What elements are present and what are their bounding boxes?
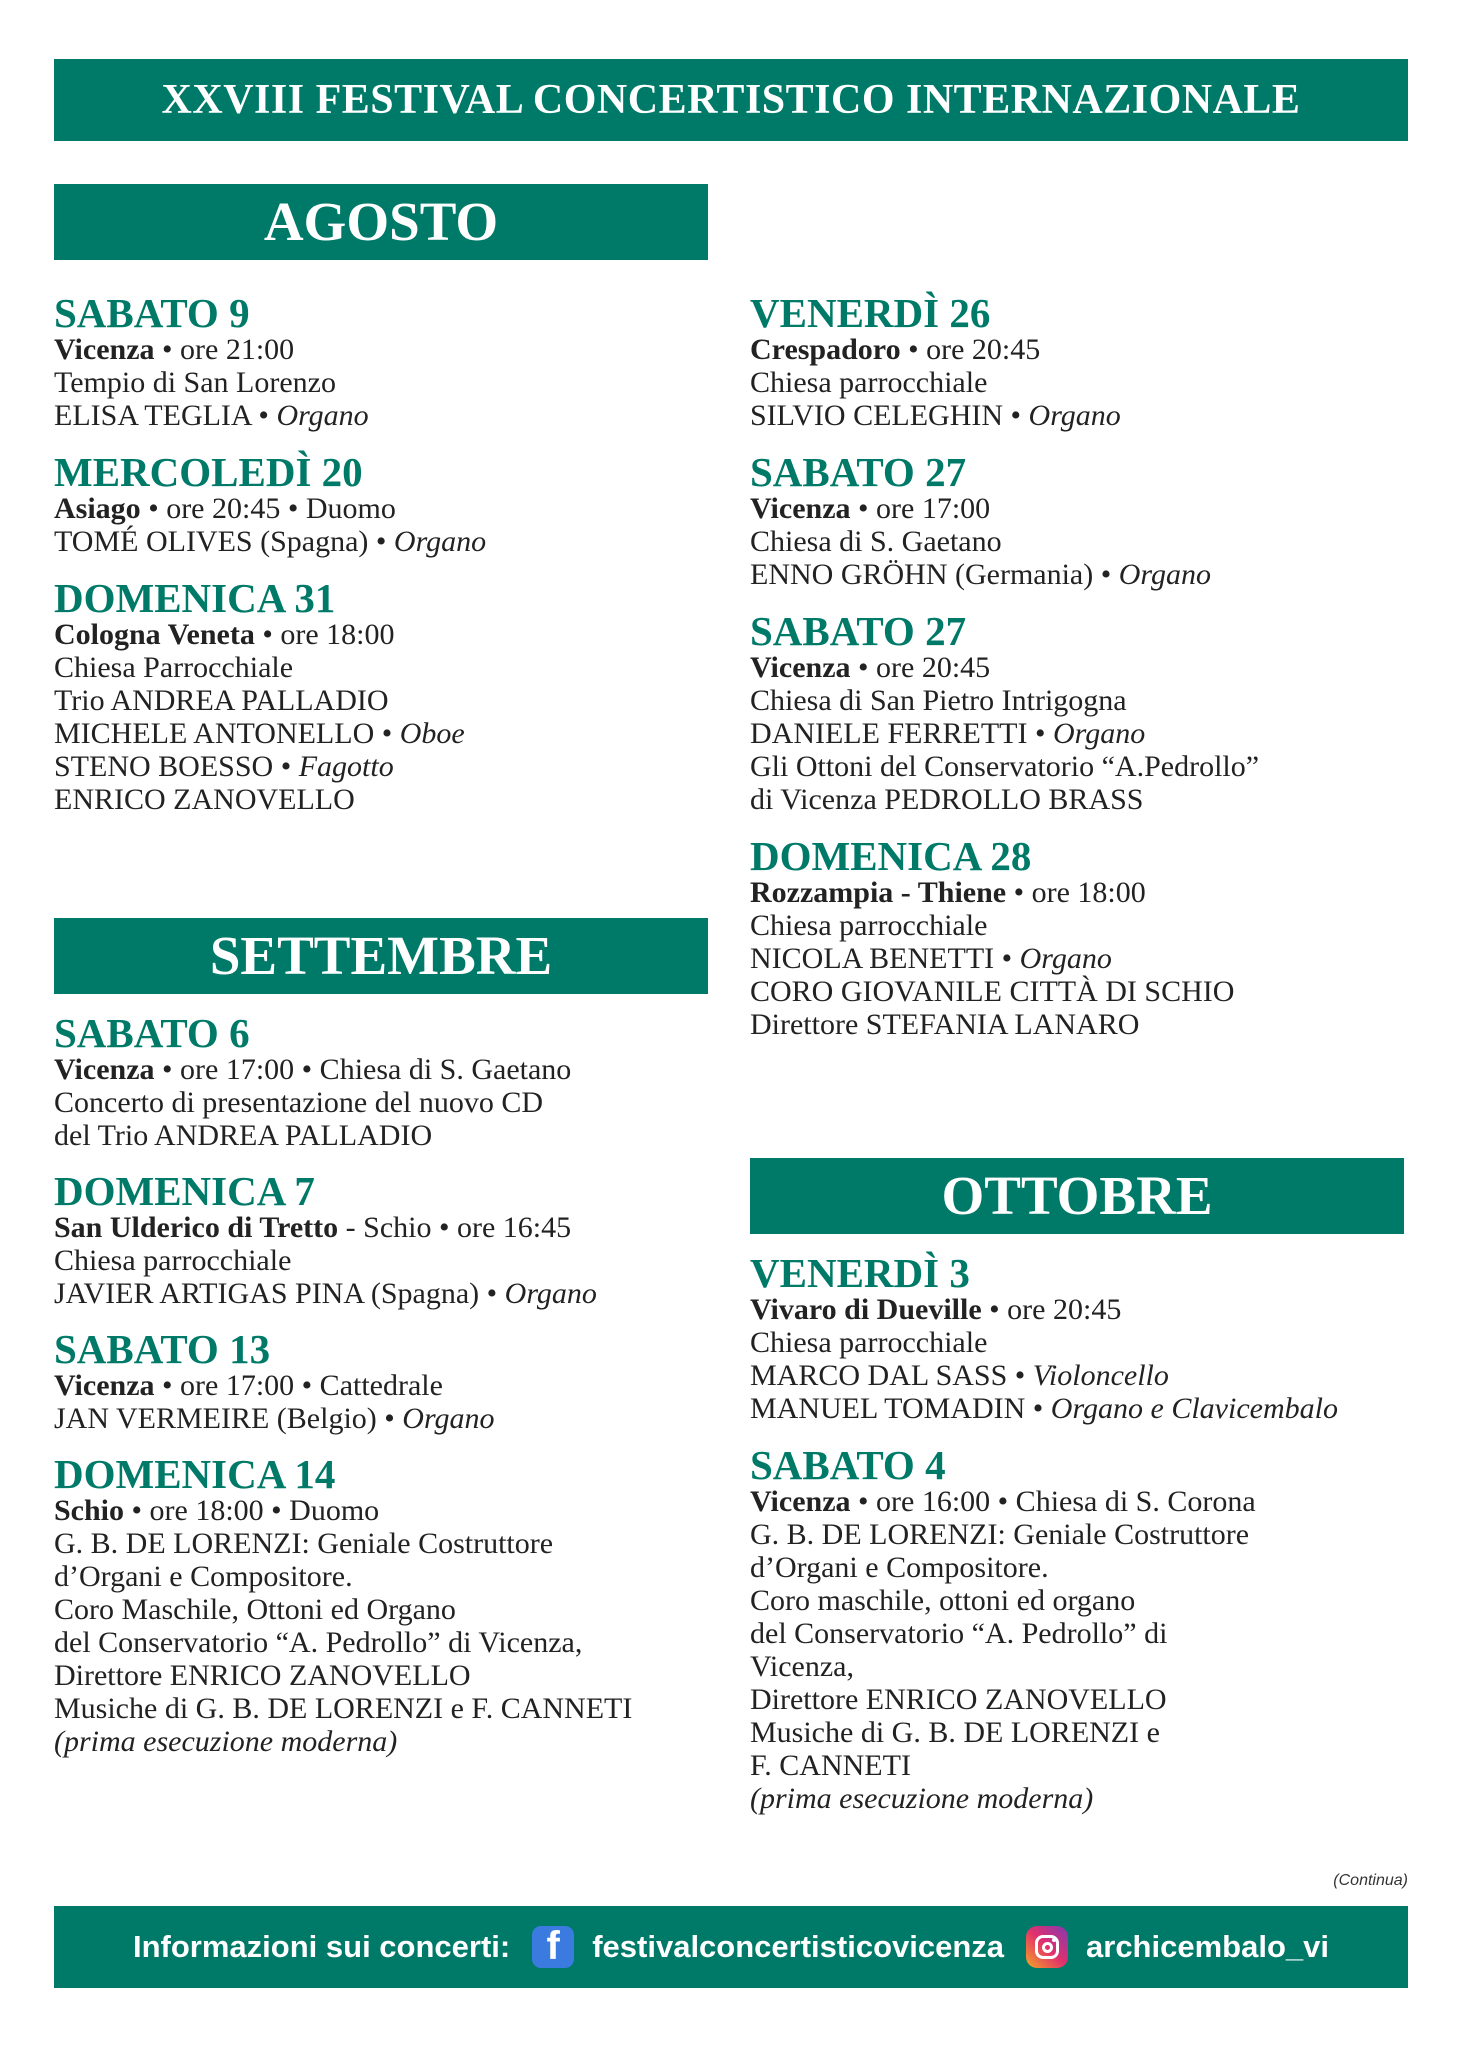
event-time: • ore 20:45 <box>981 1293 1122 1326</box>
event-detail-line: d’Organi e Compositore. <box>54 1560 353 1593</box>
event-detail-line: Concerto di presentazione del nuovo CD <box>54 1086 544 1119</box>
event-detail-line: Direttore ENRICO ZANOVELLO <box>750 1683 1167 1716</box>
event-location-time <box>54 618 714 651</box>
event-location-time <box>750 1485 1410 1518</box>
instrument-label: Organo <box>504 1277 597 1310</box>
event-place: Cologna Veneta <box>54 618 255 651</box>
performer-name: TOMÉ OLIVES (Spagna) • <box>54 525 394 558</box>
event-detail-line: d’Organi e Compositore. <box>750 1551 1049 1584</box>
event-location-time <box>54 1494 714 1527</box>
event-day: SABATO 13 <box>54 1326 271 1372</box>
event-entry <box>750 1250 1410 1425</box>
instrument-label: Organo <box>1019 942 1112 975</box>
agosto-left-events <box>54 290 714 816</box>
event-time: • ore 17:00 • Chiesa di S. Gaetano <box>154 1053 572 1086</box>
event-place: Vicenza <box>54 1053 155 1086</box>
event-place: Vicenza <box>54 333 155 366</box>
event-detail-line: G. B. DE LORENZI: Geniale Costruttore <box>750 1518 1250 1551</box>
event-entry <box>54 1451 714 1758</box>
facebook-handle-link[interactable]: festivalconcertisticovicenza <box>592 1929 1005 1964</box>
performer-name: SILVIO CELEGHIN • <box>750 399 1029 432</box>
performer-name: DANIELE FERRETTI • <box>750 717 1053 750</box>
performer-name: JAVIER ARTIGAS PINA (Spagna) • <box>54 1277 505 1310</box>
instrument-label: Violoncello <box>1032 1359 1169 1392</box>
event-location-time <box>54 1053 714 1086</box>
instrument-label: Organo <box>1052 717 1146 750</box>
event-detail-line <box>750 942 1410 975</box>
instagram-icon[interactable] <box>1026 1926 1068 1968</box>
instagram-handle-link[interactable]: archicembalo_vi <box>1086 1929 1329 1964</box>
event-place: Vicenza <box>750 1485 851 1518</box>
event-time: • ore 17:00 <box>850 492 991 525</box>
instrument-label: Organo <box>1028 399 1121 432</box>
month-header-agosto: AGOSTO <box>54 184 708 260</box>
event-detail-line: Gli Ottoni del Conservatorio “A.Pedrollo” <box>750 750 1260 783</box>
event-detail-line <box>750 717 1410 750</box>
event-entry <box>54 449 714 558</box>
instrument-label: Organo <box>1118 558 1211 591</box>
event-detail-line <box>750 558 1410 591</box>
instrument-label: Organo <box>276 399 369 432</box>
event-entry <box>54 1168 714 1310</box>
performer-name: MARCO DAL SASS • <box>750 1359 1033 1392</box>
event-day: VENERDÌ 3 <box>750 1250 970 1296</box>
performer-name: NICOLA BENETTI • <box>750 942 1020 975</box>
event-time: - Schio • ore 16:45 <box>338 1211 572 1244</box>
event-detail-line: Tempio di San Lorenzo <box>54 366 336 399</box>
event-detail-line: Musiche di G. B. DE LORENZI e <box>750 1716 1160 1749</box>
event-location-time <box>54 492 714 525</box>
month-header-ottobre: OTTOBRE <box>750 1158 1404 1234</box>
event-detail-line <box>54 1402 714 1435</box>
event-detail-line: Chiesa Parrocchiale <box>54 651 294 684</box>
event-place: Vicenza <box>750 492 851 525</box>
event-day: SABATO 6 <box>54 1010 250 1056</box>
event-detail-line: Coro maschile, ottoni ed organo <box>750 1584 1136 1617</box>
event-time: • ore 18:00 <box>254 618 395 651</box>
event-location-time <box>750 1293 1410 1326</box>
event-detail-line: Chiesa parrocchiale <box>750 909 988 942</box>
event-time: • ore 20:45 <box>850 651 991 684</box>
event-detail-line: Chiesa parrocchiale <box>750 366 988 399</box>
event-time: • ore 17:00 • Cattedrale <box>154 1369 443 1402</box>
performer-name: MANUEL TOMADIN • <box>750 1392 1051 1425</box>
event-time: • ore 18:00 • Duomo <box>124 1494 380 1527</box>
event-entry <box>750 833 1410 1041</box>
event-detail-line: Vicenza, <box>750 1650 854 1683</box>
event-location-time <box>54 1369 714 1402</box>
event-detail-line: Chiesa parrocchiale <box>54 1244 292 1277</box>
event-detail-line <box>750 399 1410 432</box>
event-location-time <box>54 333 714 366</box>
event-detail-line <box>750 1392 1410 1425</box>
event-detail-line: del Conservatorio “A. Pedrollo” di <box>750 1617 1168 1650</box>
event-detail-line: Musiche di G. B. DE LORENZI e F. CANNETI <box>54 1692 633 1725</box>
event-place: Rozzampia - Thiene <box>750 876 1007 909</box>
event-day: DOMENICA 31 <box>54 575 336 621</box>
event-place: Vivaro di Dueville <box>750 1293 982 1326</box>
event-detail-line: del Trio ANDREA PALLADIO <box>54 1119 433 1152</box>
event-time: • ore 18:00 <box>1006 876 1146 909</box>
event-detail-line <box>54 399 714 432</box>
event-location-time <box>750 333 1410 366</box>
event-time: • ore 20:45 • Duomo <box>140 492 396 525</box>
event-day: VENERDÌ 26 <box>750 290 991 336</box>
event-detail-line: CORO GIOVANILE CITTÀ DI SCHIO <box>750 975 1235 1008</box>
festival-title-banner: XXVIII FESTIVAL CONCERTISTICO INTERNAZIONALE <box>54 59 1408 141</box>
event-detail-line: Chiesa parrocchiale <box>750 1326 988 1359</box>
month-header-settembre: SETTEMBRE <box>54 918 708 994</box>
event-detail-line <box>54 1277 714 1310</box>
event-detail-line: di Vicenza PEDROLLO BRASS <box>750 783 1144 816</box>
event-detail-line <box>54 717 714 750</box>
event-location-time <box>750 492 1410 525</box>
performer-name: MICHELE ANTONELLO • <box>54 717 400 750</box>
event-detail-line: Trio ANDREA PALLADIO <box>54 684 389 717</box>
agosto-right-events <box>750 290 1410 1041</box>
event-entry <box>54 575 714 816</box>
event-detail-line: F. CANNETI <box>750 1749 911 1782</box>
event-day: MERCOLEDÌ 20 <box>54 449 363 495</box>
event-day: SABATO 4 <box>750 1442 946 1488</box>
event-day: SABATO 27 <box>750 608 967 654</box>
event-detail-line <box>750 1782 1410 1815</box>
performer-name: ENNO GRÖHN (Germania) • <box>750 558 1119 591</box>
event-time: • ore 21:00 <box>154 333 295 366</box>
instrument-label: Organo e Clavicembalo <box>1050 1392 1338 1425</box>
event-entry <box>750 608 1410 816</box>
facebook-icon[interactable]: f <box>532 1926 574 1968</box>
event-day: SABATO 9 <box>54 290 250 336</box>
event-location-time <box>54 1211 714 1244</box>
footer-label: Informazioni sui concerti: <box>133 1929 511 1964</box>
footer-info-bar <box>54 1906 1408 1988</box>
event-detail-line: Chiesa di San Pietro Intrigogna <box>750 684 1127 717</box>
event-place: Schio <box>54 1494 125 1527</box>
event-entry <box>750 290 1410 432</box>
performer-name: ELISA TEGLIA • <box>54 399 277 432</box>
event-entry <box>54 1326 714 1435</box>
event-place: San Ulderico di Tretto <box>54 1211 339 1244</box>
instrument-label: Organo <box>393 525 487 558</box>
event-entry <box>750 449 1410 591</box>
instrument-label: Fagotto <box>298 750 394 783</box>
event-day: SABATO 27 <box>750 449 967 495</box>
event-day: DOMENICA 14 <box>54 1451 336 1497</box>
event-entry <box>750 1442 1410 1815</box>
event-detail-line <box>54 525 714 558</box>
event-time: • ore 16:00 • Chiesa di S. Corona <box>850 1485 1256 1518</box>
event-location-time <box>750 876 1410 909</box>
instrument-label: (prima esecuzione moderna) <box>750 1782 1094 1815</box>
performer-name: JAN VERMEIRE (Belgio) • <box>54 1402 403 1435</box>
event-location-time <box>750 651 1410 684</box>
event-place: Vicenza <box>750 651 851 684</box>
event-day: DOMENICA 7 <box>54 1168 315 1214</box>
event-detail-line: Direttore ENRICO ZANOVELLO <box>54 1659 471 1692</box>
event-detail-line: Direttore STEFANIA LANARO <box>750 1008 1140 1041</box>
event-entry <box>54 1010 714 1152</box>
instrument-label: (prima esecuzione moderna) <box>54 1725 398 1758</box>
ottobre-events <box>750 1250 1410 1815</box>
instrument-label: Oboe <box>399 717 465 750</box>
event-detail-line: ENRICO ZANOVELLO <box>54 783 355 816</box>
continua-note: (Continua) <box>1333 1872 1408 1889</box>
event-entry <box>54 290 714 432</box>
event-place: Vicenza <box>54 1369 155 1402</box>
event-detail-line: Chiesa di S. Gaetano <box>750 525 1002 558</box>
settembre-events <box>54 1010 714 1758</box>
event-place: Crespadoro <box>750 333 901 366</box>
event-place: Asiago <box>54 492 141 525</box>
event-detail-line: Coro Maschile, Ottoni ed Organo <box>54 1593 456 1626</box>
event-detail-line <box>750 1359 1410 1392</box>
instrument-label: Organo <box>402 1402 495 1435</box>
event-day: DOMENICA 28 <box>750 833 1032 879</box>
event-detail-line: del Conservatorio “A. Pedrollo” di Vicenza, <box>54 1626 583 1659</box>
event-detail-line <box>54 750 714 783</box>
event-time: • ore 20:45 <box>900 333 1041 366</box>
event-detail-line: G. B. DE LORENZI: Geniale Costruttore <box>54 1527 554 1560</box>
performer-name: STENO BOESSO • <box>54 750 299 783</box>
event-detail-line <box>54 1725 714 1758</box>
